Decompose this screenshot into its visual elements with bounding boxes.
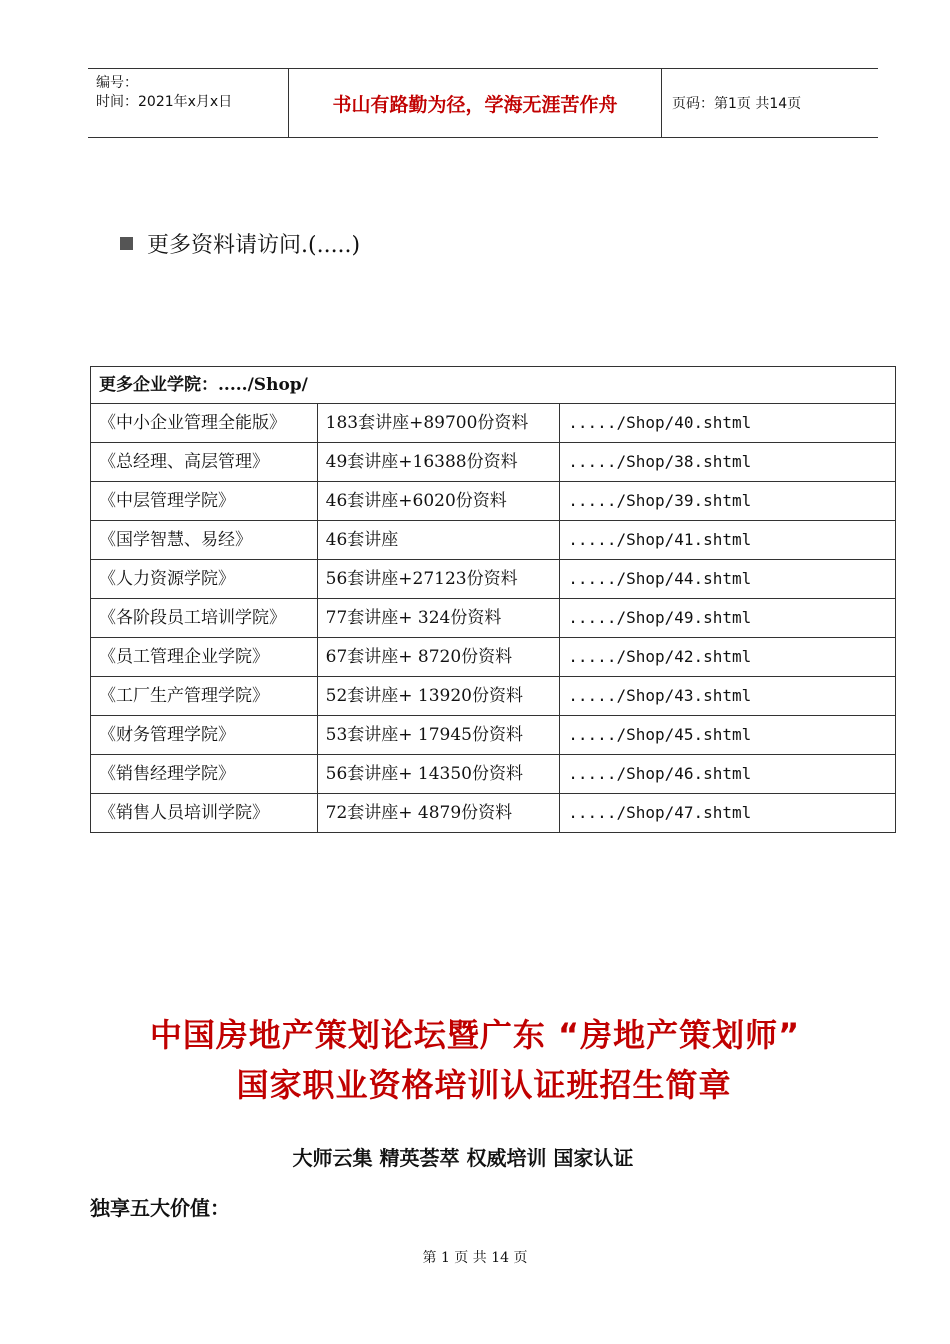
table-row xyxy=(91,794,896,833)
academy-link[interactable]: ...../Shop/40.shtml xyxy=(560,404,896,443)
academy-name: 《销售经理学院》 xyxy=(91,755,318,794)
academy-name: 《国学智慧、易经》 xyxy=(91,521,318,560)
academy-link[interactable]: ...../Shop/45.shtml xyxy=(560,716,896,755)
academy-content: 56套讲座+27123份资料 xyxy=(317,560,560,599)
academy-name: 《中层管理学院》 xyxy=(91,482,318,521)
header-page-info: 页码：第1页 共14页 xyxy=(672,96,802,112)
time-label: 时间：2021年x月x日 xyxy=(96,94,233,110)
table-row xyxy=(91,521,896,560)
academy-link[interactable]: ...../Shop/39.shtml xyxy=(560,482,896,521)
academy-name: 《中小企业管理全能版》 xyxy=(91,404,318,443)
academy-name: 《财务管理学院》 xyxy=(91,716,318,755)
table-row xyxy=(91,755,896,794)
academy-content: 53套讲座+ 17945份资料 xyxy=(317,716,560,755)
page-header xyxy=(88,68,878,138)
academy-content: 77套讲座+ 324份资料 xyxy=(317,599,560,638)
table-row xyxy=(91,677,896,716)
academy-name: 《各阶段员工培训学院》 xyxy=(91,599,318,638)
academy-content: 49套讲座+16388份资料 xyxy=(317,443,560,482)
academy-table xyxy=(90,366,896,833)
academy-name: 《工厂生产管理学院》 xyxy=(91,677,318,716)
table-row xyxy=(91,638,896,677)
square-bullet-icon xyxy=(120,237,133,250)
academy-link[interactable]: ...../Shop/46.shtml xyxy=(560,755,896,794)
visit-line xyxy=(120,228,360,259)
academy-link[interactable]: ...../Shop/47.shtml xyxy=(560,794,896,833)
table-row xyxy=(91,716,896,755)
academy-content: 46套讲座 xyxy=(317,521,560,560)
page-footer: 第 1 页 共 14 页 xyxy=(422,1250,528,1266)
table-row xyxy=(91,404,896,443)
academy-content: 183套讲座+89700份资料 xyxy=(317,404,560,443)
table-row xyxy=(91,482,896,521)
slogan: 大师云集 精英荟萃 权威培训 国家认证 xyxy=(292,1146,634,1170)
academy-content: 46套讲座+6020份资料 xyxy=(317,482,560,521)
table-row xyxy=(91,443,896,482)
visit-text: 更多资料请访问.(.....) xyxy=(147,233,361,258)
header-motto: 书山有路勤为径，学海无涯苦作舟 xyxy=(289,69,662,137)
academy-name: 《员工管理企业学院》 xyxy=(91,638,318,677)
value-heading: 独享五大价值： xyxy=(90,1196,230,1220)
academy-name: 《总经理、高层管理》 xyxy=(91,443,318,482)
academy-name: 《人力资源学院》 xyxy=(91,560,318,599)
academy-content: 67套讲座+ 8720份资料 xyxy=(317,638,560,677)
academy-link[interactable]: ...../Shop/43.shtml xyxy=(560,677,896,716)
academy-content: 56套讲座+ 14350份资料 xyxy=(317,755,560,794)
academy-link[interactable]: ...../Shop/44.shtml xyxy=(560,560,896,599)
academy-link[interactable]: ...../Shop/49.shtml xyxy=(560,599,896,638)
academy-link[interactable]: ...../Shop/41.shtml xyxy=(560,521,896,560)
id-label: 编号： xyxy=(96,75,138,91)
table-row xyxy=(91,560,896,599)
table-heading-row xyxy=(91,367,896,404)
table-heading: 更多企业学院：...../Shop/ xyxy=(91,367,896,404)
academy-link[interactable]: ...../Shop/38.shtml xyxy=(560,443,896,482)
table-row xyxy=(91,599,896,638)
academy-content: 72套讲座+ 4879份资料 xyxy=(317,794,560,833)
academy-content: 52套讲座+ 13920份资料 xyxy=(317,677,560,716)
academy-link[interactable]: ...../Shop/42.shtml xyxy=(560,638,896,677)
title-line-2: 国家职业资格培训认证班招生简章 xyxy=(236,1066,732,1104)
title-line-1: 中国房地产策划论坛暨广东 “房地产策划师” xyxy=(149,1016,801,1054)
academy-name: 《销售人员培训学院》 xyxy=(91,794,318,833)
header-meta xyxy=(88,69,289,137)
